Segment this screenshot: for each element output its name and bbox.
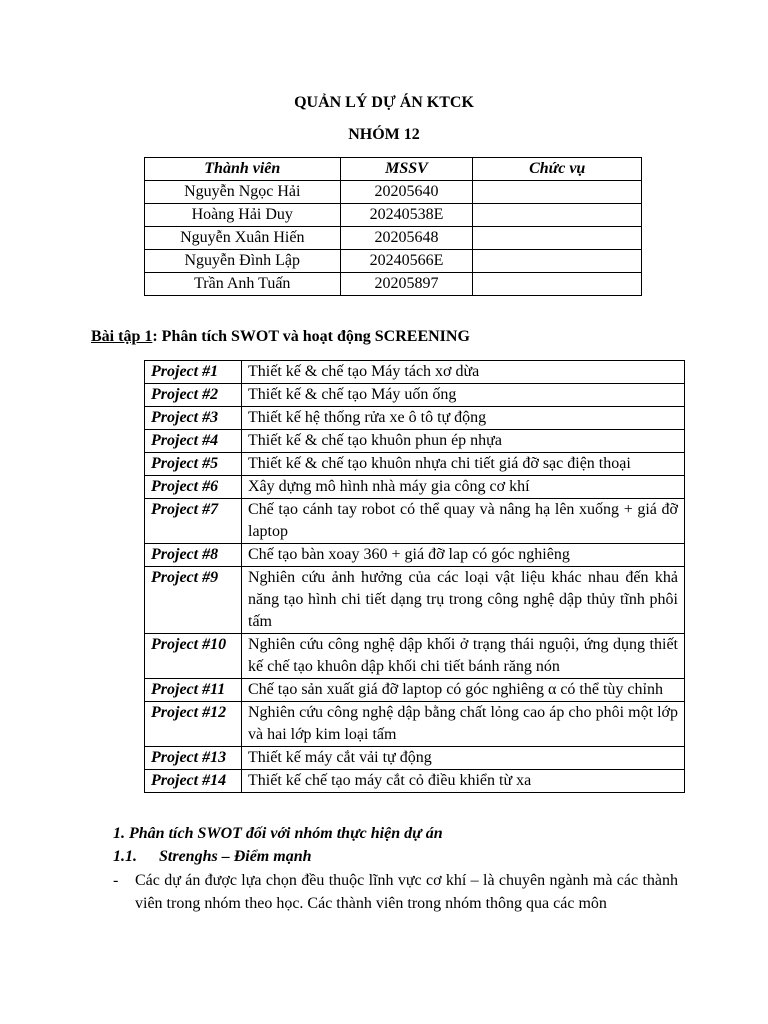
member-name: Nguyễn Xuân Hiến	[145, 227, 341, 250]
project-desc: Thiết kế hệ thống rửa xe ô tô tự động	[242, 407, 685, 430]
table-row	[145, 679, 685, 702]
project-id: Project #14	[145, 770, 242, 793]
project-desc: Chế tạo bàn xoay 360 + giá đỡ lap có góc nghiêng	[242, 544, 685, 567]
member-id: 20205640	[340, 181, 473, 204]
member-role	[473, 250, 642, 273]
table-row	[145, 702, 685, 747]
member-name: Trần Anh Tuấn	[145, 273, 341, 296]
group-title: NHÓM 12	[348, 126, 420, 143]
project-id: Project #2	[145, 384, 242, 407]
member-name: Hoàng Hải Duy	[145, 204, 341, 227]
project-desc: Thiết kế & chế tạo khuôn nhựa chi tiết giá đỡ sạc điện thoại	[242, 453, 685, 476]
project-id: Project #7	[145, 499, 242, 544]
project-id: Project #10	[145, 634, 242, 679]
member-name: Nguyễn Ngọc Hải	[145, 181, 341, 204]
bullet-text: Các dự án được lựa chọn đều thuộc lĩnh vực cơ khí – là chuyên ngành mà các thành viên trong nhóm theo học. Các thành viên trong nhóm thông qua các môn	[135, 872, 678, 912]
bullet-paragraph	[113, 869, 678, 915]
table-row	[145, 204, 642, 227]
document-title: QUẢN LÝ DỰ ÁN KTCK	[294, 94, 474, 111]
table-row	[145, 567, 685, 634]
member-role	[473, 204, 642, 227]
header-student-id: MSSV	[340, 158, 473, 181]
project-desc: Thiết kế & chế tạo khuôn phun ép nhựa	[242, 430, 685, 453]
member-id: 20205897	[340, 273, 473, 296]
project-desc: Thiết kế chế tạo máy cắt cỏ điều khiển từ xa	[242, 770, 685, 793]
exercise-title: : Phân tích SWOT và hoạt động SCREENING	[152, 328, 470, 345]
table-row	[145, 430, 685, 453]
project-id: Project #6	[145, 476, 242, 499]
project-desc: Nghiên cứu ảnh hưởng của các loại vật liệu khác nhau đến khả năng tạo hình chi tiết dạng trụ trong công nghệ dập thủy tĩnh phôi tấm	[242, 567, 685, 634]
project-id: Project #4	[145, 430, 242, 453]
table-row	[145, 227, 642, 250]
project-desc: Thiết kế máy cắt vải tự động	[242, 747, 685, 770]
table-row	[145, 453, 685, 476]
project-id: Project #9	[145, 567, 242, 634]
table-row	[145, 499, 685, 544]
project-id: Project #12	[145, 702, 242, 747]
project-desc: Nghiên cứu công nghệ dập khối ở trạng thái nguội, ứng dụng thiết kế chế tạo khuôn dập khối chi tiết bánh răng nón	[242, 634, 685, 679]
projects-table	[144, 360, 685, 793]
project-id: Project #13	[145, 747, 242, 770]
section-1-heading: 1. Phân tích SWOT đối với nhóm thực hiện dự án	[113, 825, 443, 842]
project-desc: Thiết kế & chế tạo Máy uốn ống	[242, 384, 685, 407]
table-row	[145, 544, 685, 567]
members-table	[144, 157, 642, 296]
member-id: 20240538E	[340, 204, 473, 227]
exercise-label: Bài tập 1	[91, 328, 153, 345]
members-header-row	[145, 158, 642, 181]
project-desc: Xây dựng mô hình nhà máy gia công cơ khí	[242, 476, 685, 499]
exercise-heading	[91, 328, 470, 346]
table-row	[145, 770, 685, 793]
table-row	[145, 476, 685, 499]
table-row	[145, 250, 642, 273]
project-desc: Chế tạo sản xuất giá đỡ laptop có góc nghiêng α có thể tùy chỉnh	[242, 679, 685, 702]
project-id: Project #8	[145, 544, 242, 567]
member-name: Nguyễn Đình Lập	[145, 250, 341, 273]
project-id: Project #5	[145, 453, 242, 476]
project-id: Project #11	[145, 679, 242, 702]
table-row	[145, 634, 685, 679]
table-row	[145, 273, 642, 296]
project-desc: Chế tạo cánh tay robot có thể quay và nâng hạ lên xuống + giá đỡ laptop	[242, 499, 685, 544]
project-desc: Nghiên cứu công nghệ dập bằng chất lỏng cao áp cho phôi một lớp và hai lớp kim loại tấm	[242, 702, 685, 747]
table-row	[145, 181, 642, 204]
table-row	[145, 747, 685, 770]
member-id: 20205648	[340, 227, 473, 250]
bullet-dash: -	[113, 872, 119, 889]
project-desc: Thiết kế & chế tạo Máy tách xơ dừa	[242, 361, 685, 384]
project-id: Project #1	[145, 361, 242, 384]
project-id: Project #3	[145, 407, 242, 430]
section-1-1-title: Strenghs – Điểm mạnh	[159, 848, 312, 865]
member-id: 20240566E	[340, 250, 473, 273]
table-row	[145, 407, 685, 430]
header-role: Chức vụ	[473, 158, 642, 181]
member-role	[473, 227, 642, 250]
section-1-1-number: 1.1.	[113, 848, 137, 865]
member-role	[473, 273, 642, 296]
table-row	[145, 384, 685, 407]
table-row	[145, 361, 685, 384]
member-role	[473, 181, 642, 204]
section-1-1-heading	[113, 848, 311, 866]
header-member: Thành viên	[145, 158, 341, 181]
